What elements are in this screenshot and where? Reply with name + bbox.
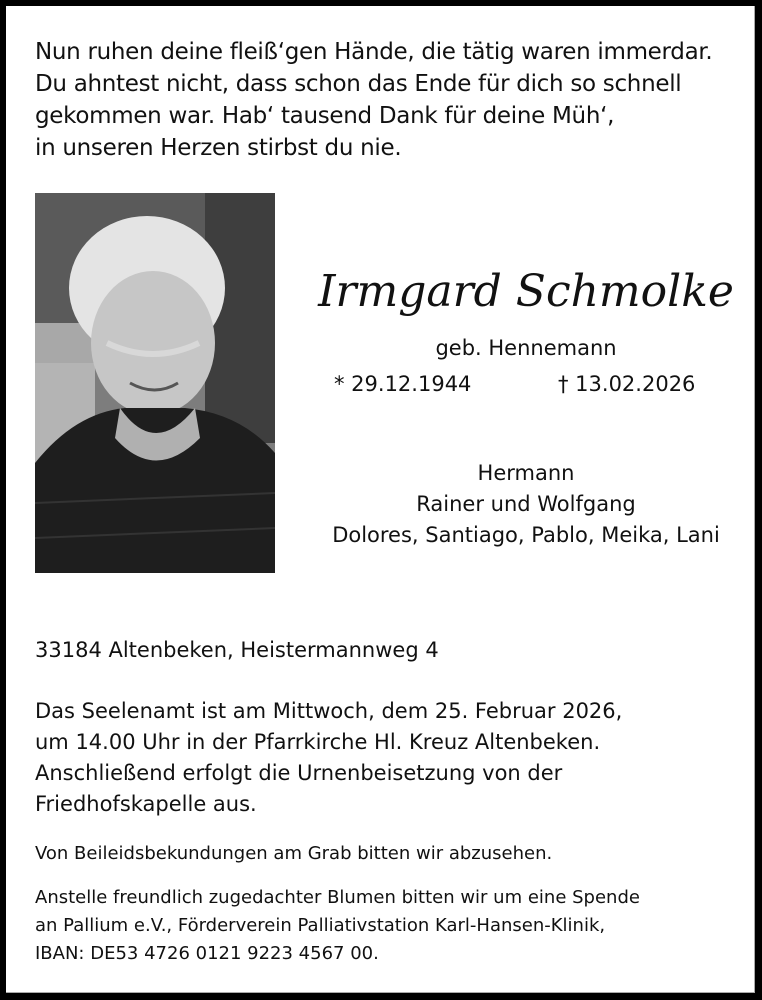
address: 33184 Altenbeken, Heistermannweg 4 <box>35 638 439 662</box>
verse-line: Du ahntest nicht, dass schon das Ende für dich so schnell <box>35 71 682 97</box>
family-line: Rainer und Wolfgang <box>416 492 636 516</box>
service-line: Das Seelenamt ist am Mittwoch, dem 25. Februar 2026, <box>35 699 623 723</box>
verse-line: Nun ruhen deine fleiß‘gen Hände, die tätig waren immerdar. <box>35 39 713 65</box>
notice-frame <box>6 6 755 993</box>
maiden-name: geb. Hennemann <box>435 336 617 360</box>
donation-line: IBAN: DE53 4726 0121 9223 4567 00. <box>35 943 379 964</box>
family-list <box>296 458 756 551</box>
donation-line: an Pallium e.V., Förderverein Palliativstation Karl-Hansen-Klinik, <box>35 915 606 936</box>
deceased-name: Irmgard Schmolke <box>318 266 734 317</box>
verse-line: in unseren Herzen stirbst du nie. <box>35 135 402 161</box>
donation-line: Anstelle freundlich zugedachter Blumen bitten wir um eine Spende <box>35 887 640 908</box>
service-line: Friedhofskapelle aus. <box>35 792 257 816</box>
service-info <box>35 696 622 820</box>
death-date: † 13.02.2026 <box>558 372 696 396</box>
family-line: Hermann <box>477 461 575 485</box>
service-line: um 14.00 Uhr in der Pfarrkirche Hl. Kreuz Altenbeken. <box>35 730 601 754</box>
portrait-image <box>35 193 275 573</box>
family-line: Dolores, Santiago, Pablo, Meika, Lani <box>332 523 720 547</box>
verse-line: gekommen war. Hab‘ tausend Dank für deine Müh‘, <box>35 103 615 129</box>
portrait-photo <box>35 193 275 573</box>
donation-info <box>35 884 640 968</box>
birth-date: * 29.12.1944 <box>334 372 472 396</box>
verse <box>35 36 712 164</box>
condolence-note: Von Beileidsbekundungen am Grab bitten wir abzusehen. <box>35 843 553 864</box>
service-line: Anschließend erfolgt die Urnenbeisetzung von der <box>35 761 563 785</box>
